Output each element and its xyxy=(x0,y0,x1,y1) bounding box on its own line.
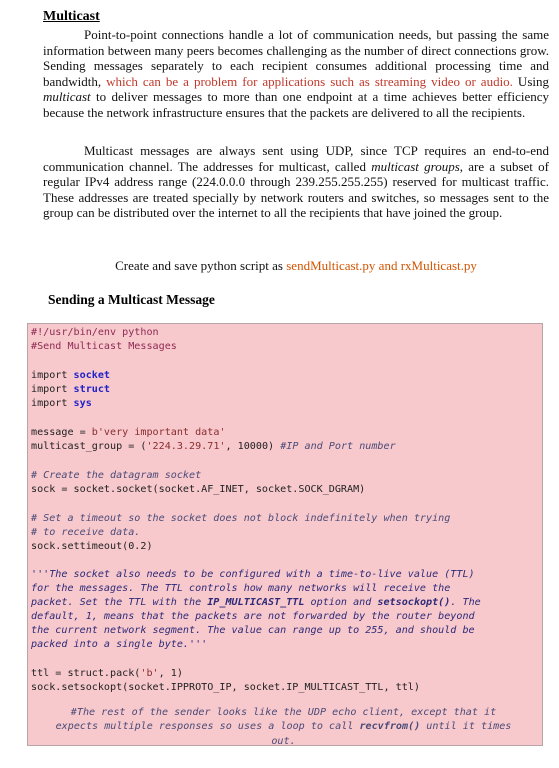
code-line xyxy=(31,383,536,397)
code-keyword: import xyxy=(31,398,68,409)
code-text: , 1) xyxy=(158,668,183,679)
code-line xyxy=(31,610,536,624)
code-text: , 10000) xyxy=(225,441,281,452)
code-docstring: '''The socket also needs to be configured with a time-to-live value (TTL) xyxy=(31,569,475,580)
code-line xyxy=(31,596,536,610)
code-string: b'very important data' xyxy=(91,427,226,438)
code-comment: out. xyxy=(271,735,296,747)
text: to deliver messages to more than one endpoint at a time achieves better efficiency because the network infrastructure ensures that the packets are delivered to all the recipients. xyxy=(43,89,549,120)
code-text: multicast_group = ( xyxy=(31,441,147,452)
code-comment-bold: recvfrom() xyxy=(359,721,421,733)
code-line xyxy=(31,483,536,497)
code-module: socket xyxy=(73,370,111,381)
code-line xyxy=(31,624,536,638)
code-docstring: option and xyxy=(304,597,378,608)
code-string: 'b' xyxy=(140,668,159,679)
code-line xyxy=(31,638,536,652)
code-comment: # Set a timeout so the socket does not block indefinitely when trying xyxy=(31,513,451,524)
paragraph-multicast-intro xyxy=(43,27,549,121)
text: Using xyxy=(512,73,549,89)
text: Point-to-point connections handle a lot of communication needs, but passing the same information between many peers becomes challenging as the number of direct connections grow. Sending messages separately to each recipient consumes additional processing time and bandwidth, xyxy=(43,27,549,89)
code-comment: # Create the datagram socket xyxy=(31,470,202,481)
code-comment-block xyxy=(31,706,536,749)
code-text: sock.settimeout(0.2) xyxy=(31,541,153,552)
code-comment: # to receive data. xyxy=(31,527,141,538)
text: , are a subset of regular IPv4 address range (224.0.0.0 through 239.255.255.255) reserved for multicast traffic. These addresses are treated specially by network routers and switches, so messages sent to the group can be distributed over the internet to all the recipients that have joined the group. xyxy=(43,158,549,221)
code-line xyxy=(31,526,536,540)
code-comment: #The rest of the sender looks like the UDP echo client, except that it xyxy=(70,707,497,718)
code-line xyxy=(31,340,536,354)
code-module: struct xyxy=(73,384,111,395)
code-text: message = xyxy=(31,427,92,438)
code-line xyxy=(31,397,536,411)
code-docstring: default, 1, means that the packets are not forwarded by the router beyond xyxy=(31,611,475,622)
code-comment: #Send Multicast Messages xyxy=(31,341,177,352)
filename: rxMulticast.py xyxy=(400,258,477,273)
code-line xyxy=(31,426,536,440)
code-line xyxy=(31,582,536,596)
filename: sendMulticast.py xyxy=(286,258,376,273)
code-line xyxy=(31,681,536,695)
code-docstring: the current network segment. The value can range up to 255, and should be xyxy=(31,625,475,636)
text: Multicast messages are always sent using UDP, since TCP requires an end-to-end communication channel. The addresses for multicast, called xyxy=(43,143,549,174)
italic-term: multicast groups xyxy=(371,158,460,174)
code-line xyxy=(31,667,536,681)
subsection-title: Sending a Multicast Message xyxy=(48,292,215,307)
italic-term: multicast xyxy=(43,89,91,105)
code-keyword: import xyxy=(31,384,68,395)
code-docstring-bold: IP_MULTICAST_TTL xyxy=(207,597,305,608)
code-text: sock = socket.socket(socket.AF_INET, socket.SOCK_DGRAM) xyxy=(31,484,366,495)
code-keyword: import xyxy=(31,370,68,381)
highlighted-text: which can be a problem for applications such as streaming video or audio. xyxy=(106,73,513,89)
code-line xyxy=(31,512,536,526)
code-line xyxy=(31,568,536,582)
code-comment: until it times xyxy=(420,721,512,733)
code-line xyxy=(31,369,536,383)
code-line xyxy=(31,440,536,454)
code-text: sock.setsockopt(socket.IPPROTO_IP, socket.IP_MULTICAST_TTL, ttl) xyxy=(31,682,420,693)
paragraph-multicast-groups xyxy=(43,143,549,221)
code-docstring: . The xyxy=(450,597,481,608)
code-line xyxy=(31,469,536,483)
code-comment: #!/usr/bin/env python xyxy=(31,327,159,338)
code-line xyxy=(31,326,536,340)
code-line xyxy=(31,540,536,554)
code-comment: #IP and Port number xyxy=(280,441,396,452)
code-module: sys xyxy=(73,398,92,409)
code-docstring-bold: setsockopt() xyxy=(377,597,451,608)
text: and xyxy=(375,258,401,273)
code-text: ttl = struct.pack( xyxy=(31,668,141,679)
code-docstring: packet. Set the TTL with the xyxy=(31,597,208,608)
code-docstring: for the messages. The TTL controls how many networks will receive the xyxy=(31,583,451,594)
instruction-line xyxy=(43,258,549,274)
text: Create and save python script as xyxy=(115,258,287,273)
code-string: '224.3.29.71' xyxy=(146,441,226,452)
section-title: Multicast xyxy=(43,9,100,24)
code-comment: expects multiple responses so uses a loop to call xyxy=(55,721,360,733)
code-docstring: packed into a single byte.''' xyxy=(31,639,208,650)
